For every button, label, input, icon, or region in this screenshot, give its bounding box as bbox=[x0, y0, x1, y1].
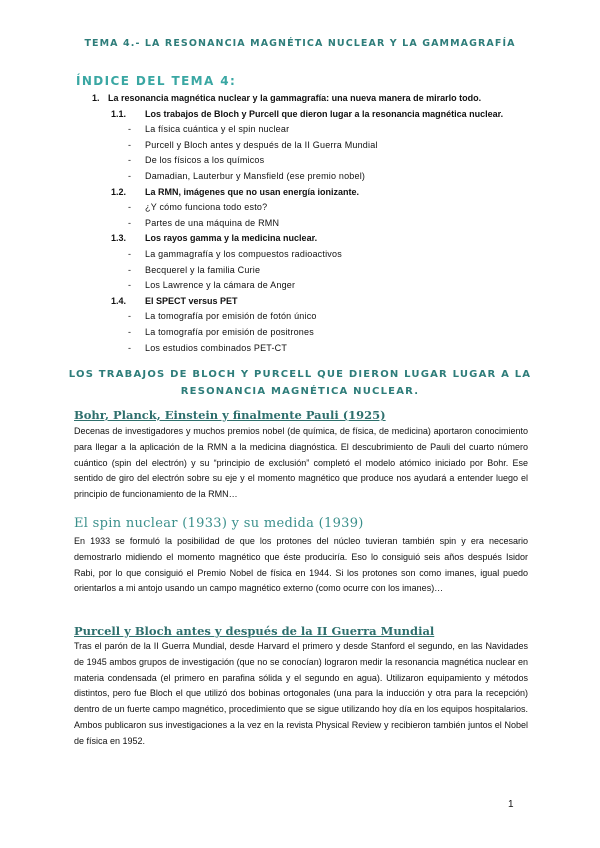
index-heading: ÍNDICE DEL TEMA 4: bbox=[76, 74, 237, 88]
toc-item bbox=[0, 171, 600, 183]
toc-item bbox=[0, 265, 600, 277]
toc-item bbox=[0, 296, 600, 308]
paragraph-bohr: Decenas de investigadores y muchos premios nobel (de química, de física, de medicina) aportaron conocimiento para llegar a la aplicación de la RMN a la medicina diagnóstica. El descubrimiento de Pauli del cuarto número cuántico (spin del electrón) y su “principio de exclusión” completó el modelo atómico iniciado por Bohr. Ese sentido de giro del electrón sobre su eje y el momento magnético que produce nos ayudará a entender luego el principio de funcionamiento de la RMN… bbox=[74, 426, 528, 500]
toc-item-text: La tomografía por emisión de positrones bbox=[145, 327, 314, 337]
toc-item bbox=[0, 249, 600, 261]
toc-item bbox=[0, 155, 600, 167]
toc-item bbox=[0, 233, 600, 245]
toc-item bbox=[0, 311, 600, 323]
paragraph-spin: En 1933 se formuló la posibilidad de que los protones del núcleo tuvieran también spin y era necesario demostrarlo midiendo el momento magnético que éste produciría. Eso lo consiguió seis años después Isidor Rabi, por lo que consiguió el Premio Nobel de física en 1944. Si los protones son como imanes, igual puedo orientarlos a mi antojo usando un campo magnético externo (como ocurre con los imanes)… bbox=[74, 536, 528, 594]
toc-item-number: - bbox=[128, 311, 131, 322]
toc-item-number: 1.4. bbox=[111, 295, 127, 306]
toc-item bbox=[0, 93, 600, 105]
toc-item bbox=[0, 187, 600, 199]
toc-item bbox=[0, 109, 600, 121]
toc-item-number: 1. bbox=[92, 93, 100, 103]
toc-item-number: - bbox=[128, 155, 131, 166]
toc-item bbox=[0, 124, 600, 136]
toc-item-text: La RMN, imágenes que no usan energía ionizante. bbox=[145, 186, 360, 197]
toc-item-text: De los físicos a los químicos bbox=[145, 155, 265, 166]
toc-item-number: 1.3. bbox=[111, 233, 127, 244]
toc-item-text: Becquerel y la familia Curie bbox=[145, 264, 261, 275]
toc-item-text: El SPECT versus PET bbox=[145, 295, 238, 306]
toc-item-number: - bbox=[128, 342, 131, 353]
toc-item-text: Purcell y Bloch antes y después de la II Guerra Mundial bbox=[145, 139, 378, 150]
toc-item-number: - bbox=[128, 217, 131, 228]
toc-item-number: - bbox=[128, 171, 131, 181]
subsection-heading-spin: El spin nuclear (1933) y su medida (1939) bbox=[74, 516, 364, 531]
toc-item-number: - bbox=[128, 327, 131, 337]
toc-item-text: ¿Y cómo funciona todo esto? bbox=[145, 202, 268, 213]
toc-item-text: Los Lawrence y la cámara de Anger bbox=[145, 280, 296, 291]
toc-item bbox=[0, 343, 600, 355]
toc-item bbox=[0, 218, 600, 230]
toc-item-text: Los trabajos de Bloch y Purcell que dieron lugar a la resonancia magnética nuclear. bbox=[145, 108, 504, 119]
toc-item-number: - bbox=[128, 249, 131, 259]
toc-item-number: 1.1. bbox=[111, 108, 127, 119]
subsection-heading-purcell-bloch: Purcell y Bloch antes y después de la II Guerra Mundial bbox=[74, 624, 435, 638]
toc-item bbox=[0, 280, 600, 292]
section-heading bbox=[60, 366, 540, 400]
section-heading-line1: LOS TRABAJOS DE BLOCH Y PURCELL QUE DIERON LUGAR LUGAR A LA bbox=[68, 369, 532, 380]
toc-item-text: La física cuántica y el spin nuclear bbox=[145, 124, 290, 135]
toc-item-number: - bbox=[128, 202, 131, 213]
subsection-heading-bohr: Bohr, Planck, Einstein y finalmente Pauli (1925) bbox=[74, 408, 386, 422]
toc-item-number: - bbox=[128, 124, 131, 135]
section-heading-line2: RESONANCIA MAGNÉTICA NUCLEAR. bbox=[180, 386, 420, 397]
toc-item-number: - bbox=[128, 264, 131, 275]
toc-item-number: - bbox=[128, 280, 131, 291]
toc-item-text: Damadian, Lauterbur y Mansfield (ese premio nobel) bbox=[145, 171, 366, 181]
toc-item-text: Los estudios combinados PET-CT bbox=[145, 342, 288, 353]
toc-item-text: Los rayos gamma y la medicina nuclear. bbox=[145, 233, 318, 244]
toc-item bbox=[0, 140, 600, 152]
document-title: TEMA 4.- LA RESONANCIA MAGNÉTICA NUCLEAR Y LA GAMMAGRAFÍA bbox=[84, 38, 516, 49]
toc-item-text: La gammagrafía y los compuestos radioactivos bbox=[145, 249, 342, 259]
paragraph-purcell-bloch: Tras el parón de la II Guerra Mundial, desde Harvard el primero y desde Stanford el segundo, en las Navidades de 1945 ambos grupos de investigación (que no se conocían) lograron medir la resonancia magnética nuclear en materia condensada (el primero en parafina sólida y el segundo en agua). Utilizaron equipamiento y métodos distintos, pero fue Bloch el que utilizó dos bobinas ortogonales (una para la inducción y otra para la recepción) dentro de un fuerte campo magnético, procedimiento que se sigue utilizando hoy día en los equipos hospitalarios. Ambos publicaron sus investigaciones a la vez en la revista Physical Review y recibieron también juntos el Nobel de física en 1952. bbox=[74, 641, 528, 746]
toc-item bbox=[0, 327, 600, 339]
toc-item-text: Partes de una máquina de RMN bbox=[145, 217, 280, 228]
toc-item bbox=[0, 202, 600, 214]
toc-item-text: La resonancia magnética nuclear y la gammagrafía: una nueva manera de mirarlo todo. bbox=[108, 93, 482, 103]
toc-item-number: - bbox=[128, 139, 131, 150]
toc-item-number: 1.2. bbox=[111, 186, 127, 197]
toc-item-text: La tomografía por emisión de fotón único bbox=[145, 311, 317, 322]
page-number: 1 bbox=[508, 799, 514, 810]
